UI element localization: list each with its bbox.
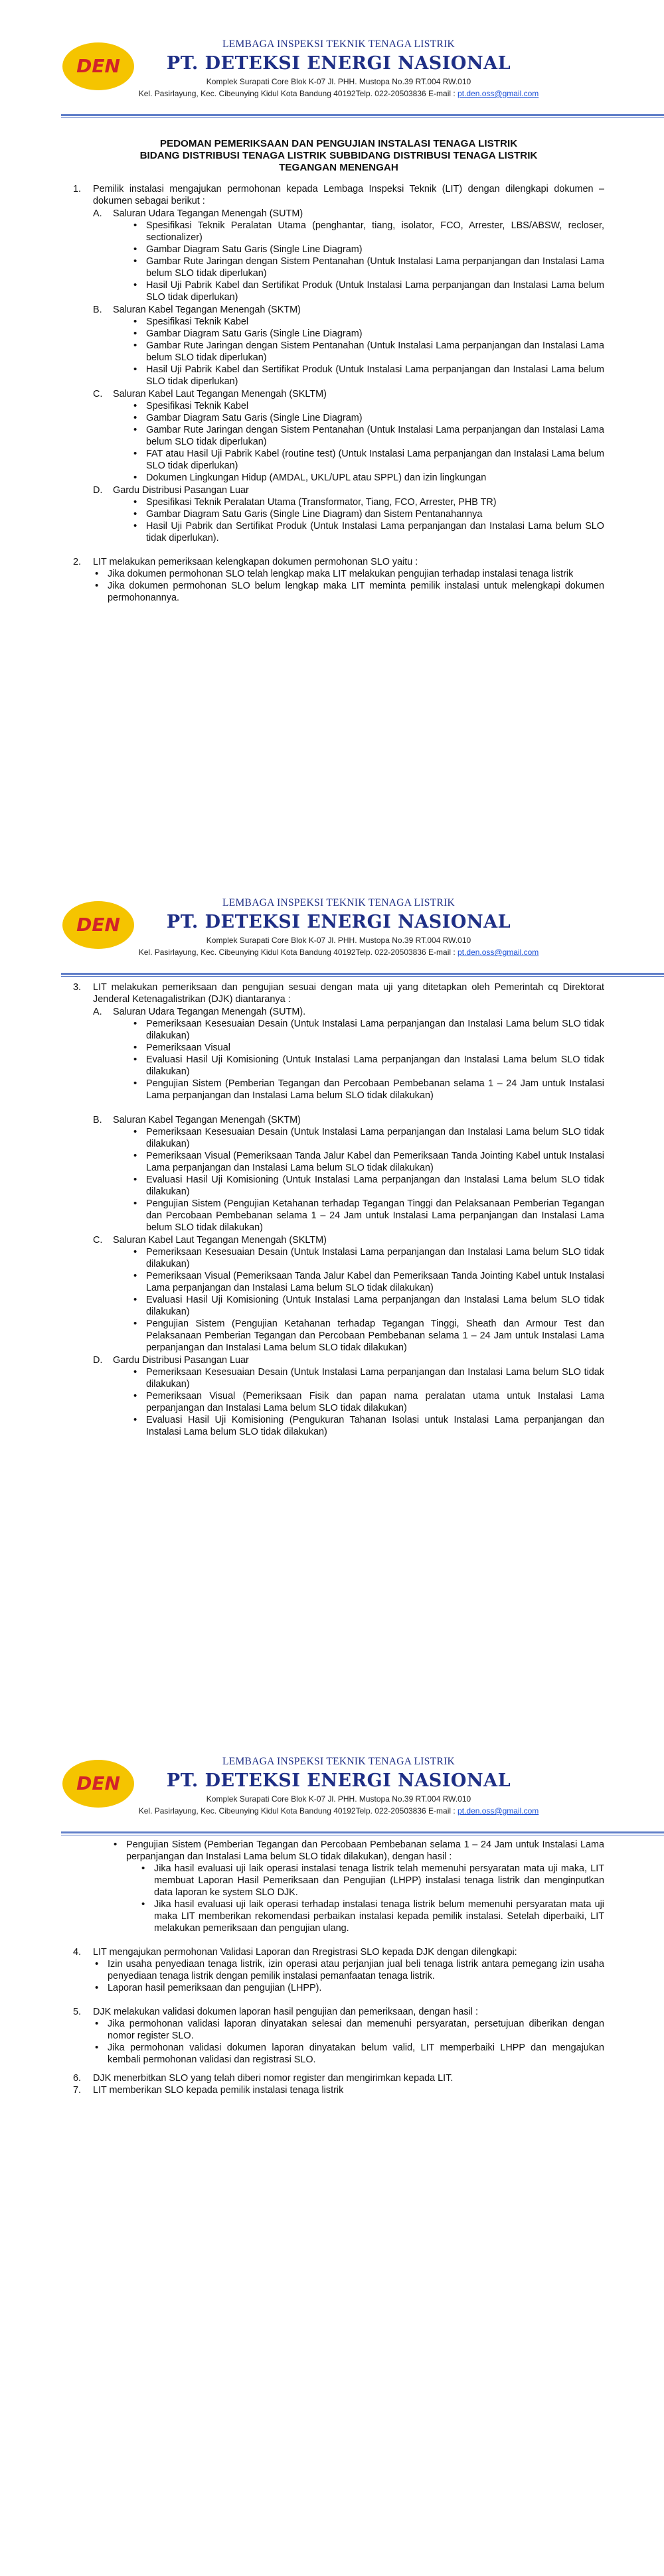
page-2 <box>0 859 664 1717</box>
email-link[interactable]: pt.den.oss@gmail.com <box>457 89 539 98</box>
section-letter: D. <box>93 1355 103 1366</box>
logo-text: DEN <box>76 55 120 77</box>
step-1 <box>73 183 604 544</box>
list-item: • Pemeriksaan Kesesuaian Desain (Untuk Instalasi Lama perpanjangan dan Instalasi Lama belum SLO tidak dilakukan) <box>131 1018 604 1042</box>
list-item: • Izin usaha penyediaan tenaga listrik, izin operasi atau perjanjian jual beli tenaga listrik antara pemegang izin usaha penyediaan tenaga listrik dengan pemilik instalasi pemanfaatan tenaga listrik. <box>93 1958 604 1982</box>
section-title: Saluran Kabel Tegangan Menengah (SKTM) <box>113 1115 301 1125</box>
step-number: 7. <box>73 2085 82 2096</box>
title-line: TEGANGAN MENENGAH <box>279 162 398 173</box>
letterhead-text <box>86 897 591 957</box>
step-number: 3. <box>73 982 82 993</box>
contact-text: Kel. Pasirlayung, Kec. Cibeunying Kidul Kota Bandung 40192Telp. 022-20503836 E-mail : <box>138 89 458 98</box>
page-3-content <box>73 1839 604 2096</box>
company-address: Komplek Surapati Core Blok K-07 Jl. PHH. Mustopa No.39 RT.004 RW.010 <box>206 936 471 945</box>
email-link[interactable]: pt.den.oss@gmail.com <box>457 1806 539 1816</box>
list-item: • Pemeriksaan Visual <box>131 1042 604 1054</box>
company-contact <box>86 89 591 98</box>
list-item: • Jika permohonan validasi dokumen laporan dinyatakan belum valid, LIT memperbaiki LHPP dan mengajukan kembali permohonan validasi dan registrasi SLO. <box>93 2042 604 2066</box>
step-text: LIT memberikan SLO kepada pemilik instalasi tenaga listrik <box>93 2085 344 2096</box>
list-item: • Gambar Diagram Satu Garis (Single Line Diagram) <box>131 412 604 424</box>
letterhead-text <box>86 38 591 98</box>
company-contact <box>86 948 591 957</box>
section-letter: C. <box>93 1235 103 1246</box>
step-number: 1. <box>73 184 82 194</box>
step-number: 2. <box>73 557 82 567</box>
step-text: LIT melakukan pemeriksaan kelengkapan dokumen permohonan SLO yaitu : <box>93 557 418 567</box>
list-item: • Laporan hasil pemeriksaan dan pengujian (LHPP). <box>93 1982 604 1994</box>
letterhead <box>0 885 664 971</box>
header-divider-thin <box>61 117 664 118</box>
section-title: Saluran Udara Tegangan Menengah (SUTM). <box>113 1007 306 1017</box>
list-item: • Gambar Rute Jaringan dengan Sistem Pentanahan (Untuk Instalasi Lama perpanjangan dan Instalasi Lama belum SLO tidak diperlukan) <box>131 424 604 448</box>
page-2-content <box>73 981 604 1438</box>
list-item: • Pemeriksaan Kesesuaian Desain (Untuk Instalasi Lama perpanjangan dan Instalasi Lama belum SLO tidak dilakukan) <box>131 1126 604 1150</box>
list-item: • Gambar Diagram Satu Garis (Single Line Diagram) <box>131 328 604 340</box>
list-item: • Spesifikasi Teknik Peralatan Utama (penghantar, tiang, isolator, FCO, Arrester, LBS/ABSW, recloser, sectionalizer) <box>131 220 604 244</box>
list-item: • Evaluasi Hasil Uji Komisioning (Untuk Instalasi Lama perpanjangan dan Instalasi Lama belum SLO tidak dilakukan) <box>131 1054 604 1078</box>
company-name: PT. DETEKSI ENERGI NASIONAL <box>166 1770 511 1791</box>
section-title: Saluran Kabel Tegangan Menengah (SKTM) <box>113 305 301 315</box>
list-item: • Pemeriksaan Visual (Pemeriksaan Tanda Jalur Kabel dan Pemeriksaan Tanda Jointing Kabel untuk Instalasi Lama perpanjangan dan Instalasi Lama belum SLO tidak dilakukan) <box>131 1270 604 1294</box>
list-item: • Spesifikasi Teknik Peralatan Utama (Transformator, Tiang, FCO, Arrester, PHB TR) <box>131 496 604 508</box>
list-item: • Pengujian Sistem (Pengujian Ketahanan terhadap Tegangan Tinggi dan Pelaksanaan Pemberian Tegangan dan Percobaan Pembebanan selama 1 – 24 Jam untuk Instalasi Lama perpanjangan dan Instalasi Lama belum SLO tidak dilakukan) <box>131 1198 604 1234</box>
section-gardu <box>93 484 604 544</box>
logo-text: DEN <box>76 1772 120 1794</box>
section-sutm <box>93 208 604 303</box>
sub-list-item: • Jika hasil evaluasi uji laik operasi instalasi tenaga listrik telah memenuhi persyaratan mata uji maka, LIT membuat Laporan Hasil Pemeriksaan dan Pengujian (LHPP) instalasi tenaga listrik dan menginputkan data laporan ke system SLO DJK. <box>139 1863 604 1898</box>
list-item: • Gambar Diagram Satu Garis (Single Line Diagram) dan Sistem Pentanahannya <box>131 508 604 520</box>
company-name: PT. DETEKSI ENERGI NASIONAL <box>166 53 511 74</box>
list-item: • Gambar Rute Jaringan dengan Sistem Pentanahan (Untuk Instalasi Lama perpanjangan dan Instalasi Lama belum SLO tidak diperlukan) <box>131 255 604 279</box>
list-item: • Evaluasi Hasil Uji Komisioning (Pengukuran Tahanan Isolasi untuk Instalasi Lama perpanjangan dan Instalasi Lama belum SLO tidak dilakukan) <box>131 1414 604 1438</box>
step-text: Pemilik instalasi mengajukan permohonan kepada Lembaga Inspeksi Teknik (LIT) dengan dilengkapi dokumen – dokumen sebagai berikut : <box>93 184 604 206</box>
section-title: Saluran Udara Tegangan Menengah (SUTM) <box>113 208 303 219</box>
section-letter: B. <box>93 1115 102 1125</box>
institute-name: LEMBAGA INSPEKSI TEKNIK TENAGA LISTRIK <box>222 1756 456 1767</box>
institute-name: LEMBAGA INSPEKSI TEKNIK TENAGA LISTRIK <box>222 38 456 50</box>
list-item: • Spesifikasi Teknik Kabel <box>131 316 604 328</box>
list-item: • Pemeriksaan Visual (Pemeriksaan Tanda Jalur Kabel dan Pemeriksaan Tanda Jointing Kabel untuk Instalasi Lama perpanjangan dan Instalasi Lama belum SLO tidak dilakukan) <box>131 1150 604 1174</box>
list-item: • Dokumen Lingkungan Hidup (AMDAL, UKL/UPL atau SPPL) dan izin lingkungan <box>131 472 604 484</box>
document-title <box>73 138 604 174</box>
contact-text: Kel. Pasirlayung, Kec. Cibeunying Kidul Kota Bandung 40192Telp. 022-20503836 E-mail : <box>138 948 458 957</box>
title-line: BIDANG DISTRIBUSI TENAGA LISTRIK SUBBIDANG DISTRIBUSI TENAGA LISTRIK <box>139 150 538 161</box>
list-item: • Hasil Uji Pabrik Kabel dan Sertifikat Produk (Untuk Instalasi Lama perpanjangan dan Instalasi Lama belum SLO tidak diperlukan) <box>131 279 604 303</box>
step-text: DJK menerbitkan SLO yang telah diberi nomor register dan mengirimkan kepada LIT. <box>93 2073 454 2084</box>
letterhead <box>0 1744 664 1830</box>
section-letter: B. <box>93 305 102 315</box>
test-section-skltm <box>93 1234 604 1354</box>
institute-name: LEMBAGA INSPEKSI TEKNIK TENAGA LISTRIK <box>222 897 456 908</box>
company-address: Komplek Surapati Core Blok K-07 Jl. PHH. Mustopa No.39 RT.004 RW.010 <box>206 77 471 86</box>
section-title: Saluran Kabel Laut Tegangan Menengah (SKLTM) <box>113 1235 327 1246</box>
step-number: 5. <box>73 2007 82 2017</box>
company-contact <box>86 1806 591 1816</box>
list-item: • Jika dokumen permohonan SLO belum lengkap maka LIT meminta pemilik instalasi untuk melengkapi dokumen permohonannya. <box>93 580 604 604</box>
logo-text: DEN <box>76 914 120 936</box>
letterhead <box>0 27 664 113</box>
company-name: PT. DETEKSI ENERGI NASIONAL <box>166 912 511 932</box>
section-letter: A. <box>93 1007 102 1017</box>
step-text: DJK melakukan validasi dokumen laporan hasil pengujian dan pemeriksaan, dengan hasil : <box>93 2007 478 2017</box>
list-item: • Hasil Uji Pabrik Kabel dan Sertifikat Produk (Untuk Instalasi Lama perpanjangan dan Instalasi Lama belum SLO tidak diperlukan) <box>131 364 604 388</box>
section-sktm <box>93 304 604 388</box>
step-6 <box>73 2072 604 2084</box>
section-letter: A. <box>93 208 102 219</box>
title-line: PEDOMAN PEMERIKSAAN DAN PENGUJIAN INSTALASI TENAGA LISTRIK <box>159 138 518 149</box>
letterhead-text <box>86 1756 591 1816</box>
step-text: LIT mengajukan permohonan Validasi Laporan dan Rregistrasi SLO kepada DJK dengan dilengkapi: <box>93 1947 517 1958</box>
list-item: • Gambar Diagram Satu Garis (Single Line Diagram) <box>131 244 604 255</box>
list-item: • Pengujian Sistem (Pengujian Ketahanan terhadap Tegangan Tinggi, Sheath dan Armour Test dan Pelaksanaan Pemberian Tegangan dan Percobaan Pembebanan selama 1 – 24 Jam untuk Instalasi Lama perpanjangan dan Instalasi Lama belum SLO tidak dilakukan) <box>131 1318 604 1354</box>
test-section-sktm <box>93 1114 604 1234</box>
list-item: • Pemeriksaan Kesesuaian Desain (Untuk Instalasi Lama perpanjangan dan Instalasi Lama belum SLO tidak dilakukan) <box>131 1366 604 1390</box>
email-link[interactable]: pt.den.oss@gmail.com <box>457 948 539 957</box>
list-item: • Pengujian Sistem (Pemberian Tegangan dan Percobaan Pembebanan selama 1 – 24 Jam untuk Instalasi Lama perpanjangan dan Instalasi Lama belum SLO tidak dilakukan) <box>131 1078 604 1102</box>
list-item: • Evaluasi Hasil Uji Komisioning (Untuk Instalasi Lama perpanjangan dan Instalasi Lama belum SLO tidak dilakukan) <box>131 1174 604 1198</box>
list-item: • Evaluasi Hasil Uji Komisioning (Untuk Instalasi Lama perpanjangan dan Instalasi Lama belum SLO tidak dilakukan) <box>131 1294 604 1318</box>
section-letter: C. <box>93 389 103 399</box>
test-section-sutm <box>93 1006 604 1102</box>
section-title: Saluran Kabel Laut Tegangan Menengah (SKLTM) <box>113 389 327 399</box>
list-item: • Pengujian Sistem (Pemberian Tegangan dan Percobaan Pembebanan selama 1 – 24 Jam untuk Instalasi Lama perpanjangan dan Instalasi Lama belum SLO tidak dilakukan), dengan hasil : <box>112 1839 604 1863</box>
step-7 <box>73 2084 604 2096</box>
list-item: • Jika dokumen permohonan SLO telah lengkap maka LIT melakukan pengujian terhadap instalasi tenaga listrik <box>93 568 604 580</box>
step-2 <box>73 556 604 604</box>
sub-list-item: • Jika hasil evaluasi uji laik operasi terhadap instalasi tenaga listrik belum memenuhi persyaratan mata uji maka LIT memberikan rekomendasi perbaikan instalasi kepada pemilik instalasi. Setelah diperbaiki, LIT melakukan pemeriksaan dan pengujian ulang. <box>139 1898 604 1934</box>
step-3 <box>73 981 604 1438</box>
header-divider <box>61 1831 664 1833</box>
list-item: • FAT atau Hasil Uji Pabrik Kabel (routine test) (Untuk Instalasi Lama perpanjangan dan Instalasi Lama belum SLO tidak diperlukan) <box>131 448 604 472</box>
page-3 <box>0 1717 664 2576</box>
section-title: Gardu Distribusi Pasangan Luar <box>113 485 249 496</box>
list-item: • Gambar Rute Jaringan dengan Sistem Pentanahan (Untuk Instalasi Lama perpanjangan dan Instalasi Lama belum SLO tidak diperlukan) <box>131 340 604 364</box>
list-item: • Pemeriksaan Kesesuaian Desain (Untuk Instalasi Lama perpanjangan dan Instalasi Lama belum SLO tidak dilakukan) <box>131 1246 604 1270</box>
header-divider-thin <box>61 976 664 977</box>
section-letter: D. <box>93 485 103 496</box>
step-4 <box>73 1946 604 1994</box>
step-number: 4. <box>73 1947 82 1958</box>
list-item: • Pemeriksaan Visual (Pemeriksaan Fisik dan papan nama peralatan utama untuk Instalasi Lama perpanjangan dan Instalasi Lama belum SLO tidak dilakukan) <box>131 1390 604 1414</box>
contact-text: Kel. Pasirlayung, Kec. Cibeunying Kidul Kota Bandung 40192Telp. 022-20503836 E-mail : <box>138 1806 458 1816</box>
section-title: Gardu Distribusi Pasangan Luar <box>113 1355 249 1366</box>
list-item: • Hasil Uji Pabrik dan Sertifikat Produk (Untuk Instalasi Lama perpanjangan dan Instalasi Lama belum SLO tidak diperlukan). <box>131 520 604 544</box>
step-text: LIT melakukan pemeriksaan dan pengujian sesuai dengan mata uji yang ditetapkan oleh Pemerintah cq Direktorat Jenderal Ketenagalistrikan (DJK) diantaranya : <box>93 982 604 1005</box>
list-item: • Spesifikasi Teknik Kabel <box>131 400 604 412</box>
step-5 <box>73 2006 604 2066</box>
header-divider <box>61 973 664 975</box>
test-section-gardu <box>93 1354 604 1438</box>
company-address: Komplek Surapati Core Blok K-07 Jl. PHH. Mustopa No.39 RT.004 RW.010 <box>206 1794 471 1804</box>
header-divider <box>61 114 664 116</box>
section-skltm <box>93 388 604 484</box>
step-number: 6. <box>73 2073 82 2084</box>
page-1-content <box>73 138 604 604</box>
list-item: • Jika permohonan validasi laporan dinyatakan selesai dan memenuhi persyaratan, persetujuan diberikan dengan nomor register SLO. <box>93 2018 604 2042</box>
page-1 <box>0 0 664 859</box>
